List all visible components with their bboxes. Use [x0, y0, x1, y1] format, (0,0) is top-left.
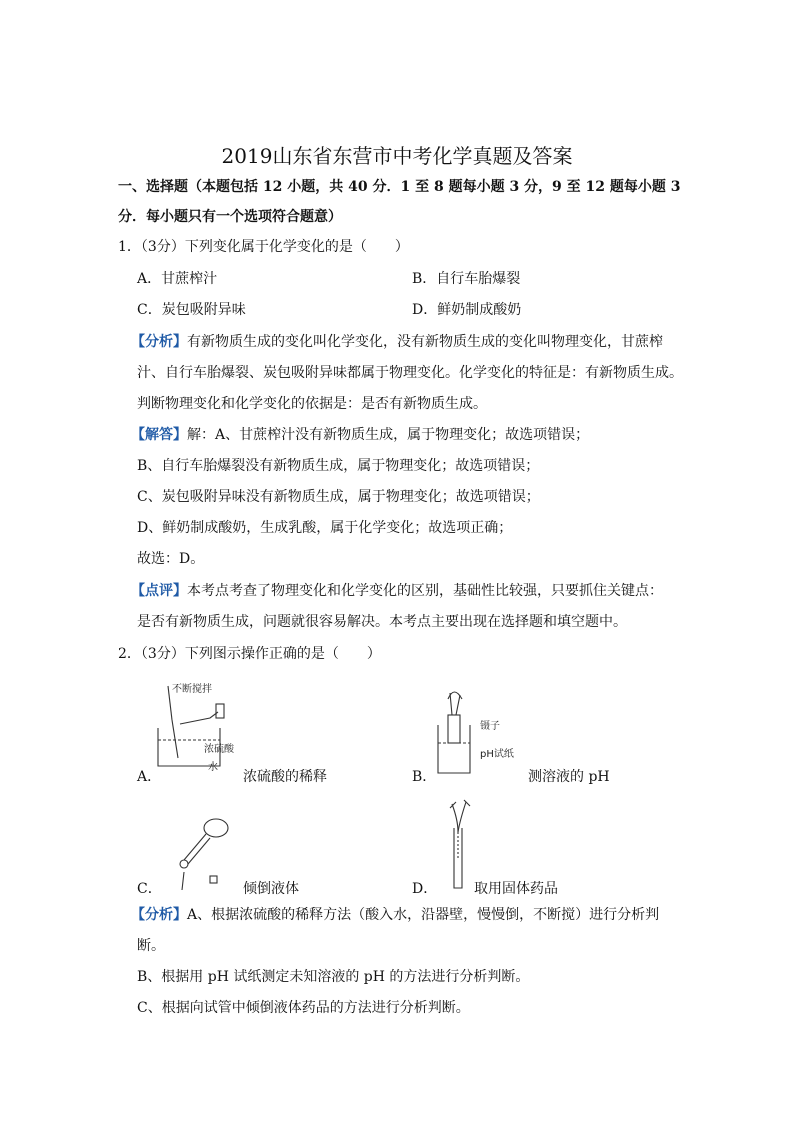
- fig-a-label-stir: 不断搅拌: [172, 684, 212, 695]
- q1-review-line1: 【点评】本考点考查了物理变化和化学变化的区别，基础性比较强，只要抓住关键点：: [131, 583, 663, 599]
- q1-option-b: B．自行车胎爆裂: [412, 271, 521, 287]
- q1-analysis-line3: 判断物理变化和化学变化的依据是：是否有新物质生成。: [137, 396, 487, 412]
- fig-b-caption: 测溶液的 pH: [528, 769, 610, 785]
- q1-answer-line4: D、鲜奶制成酸奶，生成乳酸，属于化学变化；故选项正确；: [137, 520, 513, 536]
- page-title: 2019山东省东营市中考化学真题及答案: [221, 144, 573, 168]
- section-header-line1: 一、选择题（本题包括 12 小题，共 40 分．1 至 8 题每小题 3 分，9 至 12 题每小题 3: [118, 179, 681, 195]
- section-header-line2: 分．每小题只有一个选项符合题意）: [118, 209, 342, 225]
- q1-analysis-tag: 【分析】: [131, 334, 187, 350]
- q2-analysis-line3: B、根据用 pH 试纸测定未知溶液的 pH 的方法进行分析判断。: [137, 969, 530, 985]
- q1-answer-line5: 故选：D。: [137, 551, 205, 567]
- q2-analysis-tag: 【分析】: [131, 907, 187, 923]
- fig-d-caption: 取用固体药品: [474, 881, 558, 897]
- q1-option-a: A．甘蔗榨汁: [137, 271, 218, 287]
- fig-b-label-tweezers: 镊子: [480, 721, 500, 732]
- q1-review-line2: 是否有新物质生成，问题就很容易解决。本考点主要出现在选择题和填空题中。: [137, 614, 627, 630]
- fig-a-dilution-drawing: [150, 678, 260, 773]
- fig-b-label-paper: pH试纸: [480, 749, 514, 760]
- q1-review-tag: 【点评】: [131, 583, 187, 599]
- fig-c-pour-drawing: [170, 812, 240, 892]
- fig-c-letter: C．: [137, 881, 162, 897]
- q1-answer-line2: B、自行车胎爆裂没有新物质生成，属于物理变化；故选项错误；: [137, 458, 540, 474]
- q1-answer-line3: C、炭包吸附异味没有新物质生成，属于物理变化；故选项错误；: [137, 489, 540, 505]
- fig-d-letter: D．: [412, 881, 438, 897]
- q2-analysis-line2: 断。: [137, 938, 165, 954]
- fig-b-letter: B．: [412, 769, 437, 785]
- q1-answer-line1: 【解答】解：A、甘蔗榨汁没有新物质生成，属于物理变化；故选项错误；: [131, 427, 590, 443]
- q2-stem: 2．（3分）下列图示操作正确的是（ ）: [118, 646, 381, 662]
- q1-analysis-line2: 汁、自行车胎爆裂、炭包吸附异味都属于物理变化。化学变化的特征是：有新物质生成。: [137, 365, 683, 381]
- q1-answer-tag: 【解答】: [131, 427, 187, 443]
- fig-a-caption: 浓硫酸的稀释: [243, 769, 327, 785]
- fig-c-caption: 倾倒液体: [243, 881, 299, 897]
- q1-analysis-line1: 【分析】有新物质生成的变化叫化学变化，没有新物质生成的变化叫物理变化，甘蔗榨: [131, 334, 663, 350]
- q2-analysis-line4: C、根据向试管中倾倒液体药品的方法进行分析判断。: [137, 1000, 470, 1016]
- q1-stem: 1．（3分）下列变化属于化学变化的是（ ）: [118, 239, 409, 255]
- fig-b-ph-drawing: [428, 685, 528, 780]
- q1-option-c: C．炭包吸附异味: [137, 302, 246, 318]
- fig-a-label-acid: 浓硫酸: [204, 744, 234, 755]
- q1-option-d: D．鲜奶制成酸奶: [412, 302, 522, 318]
- fig-a-letter: A．: [137, 769, 162, 785]
- fig-a-label-water: 水: [208, 762, 218, 773]
- q2-analysis-line1: 【分析】A、根据浓硫酸的稀释方法（酸入水，沿器壁，慢慢倒，不断搅）进行分析判: [131, 907, 660, 923]
- fig-d-solid-drawing: [440, 798, 490, 893]
